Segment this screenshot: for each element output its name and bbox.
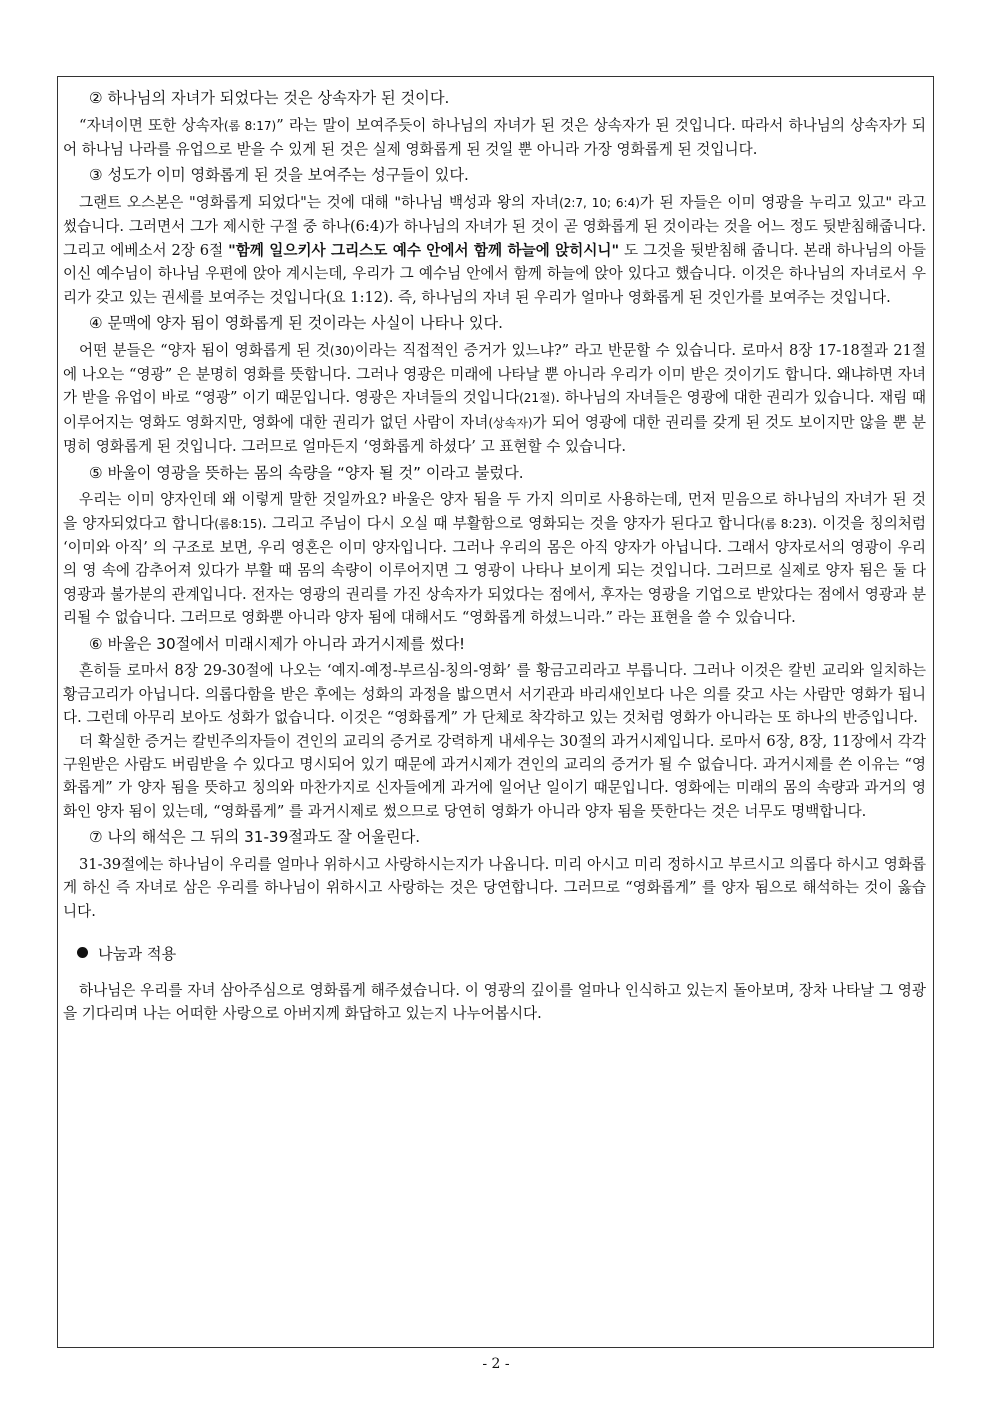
section-paragraph (63, 853, 926, 923)
sharing-heading (63, 937, 926, 971)
text-run: ” 라는 말이 보여주듯이 하나님의 자녀가 된 것은 상속자가 된 것입니다. 따라서 하나님의 상속자가 되어 하나님 나라를 유업으로 받을 수 있게 된 것은 실제 영화롭게 된 것일 뿐 아니라 가장 영화롭게 된 것입니다. (63, 116, 927, 158)
text-run: 이라는 직접적인 증거가 있느냐?” 라고 반문할 수 있습니다. 로마서 8장 17-18절과 21절에 나오는 “영광” 은 분명히 영화를 뜻합니다. 그러나 영광은 미래에 나타날 뿐 아니라 우리가 이미 받은 것이기도 합니다. 왜냐하면 자녀가 받을 유업이 바로 “영광” 이기 때문입니다. 영광은 자녀들의 것입니다 (63, 341, 926, 407)
sharing-text: 하나님은 우리를 자녀 삼아주심으로 영화롭게 해주셨습니다. 이 영광의 깊이를 얼마나 인식하고 있는지 돌아보며, 장차 나타날 그 영광을 기다리며 나는 어떠한 사랑으로 아버지께 화답하고 있는지 나누어봅시다. (63, 981, 926, 1023)
section-paragraph (63, 488, 926, 629)
text-run: “자녀이면 또한 상속자 (79, 116, 224, 134)
quote-text: 가 된 자들은 이미 영광을 누리고 있고" (639, 194, 893, 211)
section-heading: ⑦ 나의 해석은 그 뒤의 31-39절과도 잘 어울린다. (89, 828, 421, 847)
text-run: 어떤 분들은 “양자 됨이 영화롭게 된 것 (79, 341, 330, 359)
citation: (30) (329, 343, 355, 358)
sections-container (63, 84, 926, 923)
section-heading: ⑥ 바울은 30절에서 미래시제가 아니라 과거시제를 썼다! (89, 634, 466, 653)
section-paragraph (63, 659, 926, 729)
text-run: 우리는 이미 양자인데 왜 이렇게 말한 것일까요? 바울은 양자 됨을 두 가지 의미로 사용하는데, 먼저 믿음으로 하나님의 자녀가 된 것을 양자되었다고 합니다 (63, 491, 926, 532)
text-run: . 이것을 칭의처럼 ‘이미와 아직’ 의 구조로 보면, 우리 영혼은 이미 양자입니다. 그러나 우리의 몸은 아직 양자가 아닙니다. 그래서 양자로서의 영광이 우리의 영 속에 감추어져 있다가 부활 때 몸의 속량이 이루어지면 그 영광이 나타나 보이게 되는 것입니다. 그러므로 실제로 양자 됨은 둘 다 영광과 불가분의 관계입니다. 전자는 영광의 권리를 가진 상속자가 되었다는 점에서, 후자는 영광을 기업으로 받았다는 점에서 영광과 분리될 수 없습니다. 그러므로 영화뿐 아니라 양자 됨에 대해서도 “영화롭게 하셨느니라.” 라는 표현을 쓸 수 있습니다. (63, 514, 926, 627)
section-paragraph (63, 339, 926, 459)
citation: (롬 8:17) (223, 118, 277, 133)
citation: (롬8:15) (214, 516, 263, 531)
sharing-heading-text: 나눔과 적용 (98, 944, 177, 963)
section-heading: ② 하나님의 자녀가 되었다는 것은 상속자가 된 것이다. (89, 89, 450, 107)
citation: (2:7, 10; 6:4) (559, 196, 640, 210)
text-run: 더 확실한 증거는 칼빈주의자들이 견인의 교리의 증거로 강력하게 내세우는 30절의 과거시제입니다. 로마서 6장, 8장, 11장에서 각각 구원받은 사람도 버림받을 수 있다고 명시되어 있기 때문에 과거시제가 견인의 교리의 증거가 될 수 없습니다. 과거시제를 쓴 이유는 “영화롭게” 가 양자 됨을 뜻하고 칭의와 마찬가지로 신자들에게 과거에 일어난 일이기 때문입니다. 영화에는 미래의 몸의 속량과 과거의 영화인 양자 됨이 있는데, “영화롭게” 를 과거시제로 썼으므로 당연히 영화가 아니라 양자 됨을 뜻한다는 것은 너무도 명백합니다. (63, 732, 926, 820)
section-heading: ⑤ 바울이 영광을 뜻하는 몸의 속량을 “양자 될 것” 이라고 불렀다. (89, 463, 524, 482)
citation: (롬 8:23) (760, 516, 813, 531)
section-paragraph (63, 730, 926, 824)
citation: (상속자) (488, 415, 533, 430)
text-run: . 그리고 주님이 다시 오실 때 부활함으로 영화되는 것을 양자가 된다고 합니다 (262, 514, 761, 532)
text-run: 라고 썼습니다. 그러면서 그가 제시한 구절 중 하나(6:4)가 하나님의 자녀가 된 것이 곧 영화롭게 된 것이라는 것을 어느 정도 뒷받침해줍니다. 그리고 에베소서 2장 6절 (63, 194, 926, 259)
bold-quote: "함께 일으키사 그리스도 예수 안에서 함께 하늘에 앉히시니" (228, 241, 620, 259)
sharing-paragraph (63, 979, 926, 1026)
text-run: 31-39절에는 하나님이 우리를 얼마나 위하시고 사랑하시는지가 나옵니다. 미리 아시고 미리 정하시고 부르시고 의롭다 하시고 영화롭게 하신 즉 자녀로 삼은 우리를 하나님이 위하시고 사랑하는 것은 당연합니다. 그러므로 “영화롭게” 를 양자 됨으로 해석하는 것이 옳습니다. (63, 855, 926, 920)
section-paragraph (63, 114, 926, 162)
text-run: . 하나님의 자녀들은 영광에 대한 권리가 있습니다. 재림 때 이루어지는 영화도 영화지만, 영화에 대한 권리가 없던 사람이 자녀 (63, 389, 927, 431)
section-heading: ③ 성도가 이미 영화롭게 된 것을 보여주는 성구들이 있다. (89, 166, 469, 185)
citation: (21절) (519, 391, 556, 406)
text-run: 가 되어 영광에 대한 권리를 갖게 된 것도 보이지만 않을 뿐 분명히 영화롭게 된 것입니다. 그러므로 얼마든지 ‘영화롭게 하셨다’ 고 표현할 수 있습니다. (63, 413, 926, 456)
text-run: 흔히들 로마서 8장 29-30절에 나오는 ‘예지-예정-부르심-칭의-영화’ 를 황금고리라고 부릅니다. 그러나 이것은 칼빈 교리와 일치하는 황금고리가 아닙니다. 의롭다함을 받은 후에는 성화의 과정을 밟으면서 서기관과 바리새인보다 나은 의를 갖고 사는 사람만 영화가 됩니다. 그런데 아무리 보아도 성화가 없습니다. 이것은 “영화롭게” 가 단체로 착각하고 있는 것처럼 영화가 아니라는 또 하나의 반증입니다. (63, 662, 926, 727)
bullet-icon (77, 947, 88, 958)
text-run: 그랜트 오스본은 "영화롭게 되었다"는 것에 대해 (79, 194, 395, 211)
section-heading: ④ 문맥에 양자 됨이 영화롭게 된 것이라는 사실이 나타나 있다. (89, 314, 503, 333)
document-body (63, 84, 926, 1026)
quote-text: "하나님 백성과 왕의 자녀 (394, 194, 560, 211)
text-run: 도 그것을 뒷받침해 줍니다. 본래 하나님의 아들이신 예수님이 하나님 우편에 앉아 계시는데, 우리가 그 예수님 안에서 함께 하늘에 앉아 있다고 했습니다. 이것은 하나님의 자녀로서 우리가 갖고 있는 권세를 보여주는 것입니다(요 1:12). 즉, 하나님의 자녀 된 우리가 얼마나 영화롭게 된 것인가를 보여주는 것입니다. (63, 241, 926, 306)
page-number: - 2 - (482, 1356, 510, 1372)
section-paragraph (63, 191, 926, 309)
